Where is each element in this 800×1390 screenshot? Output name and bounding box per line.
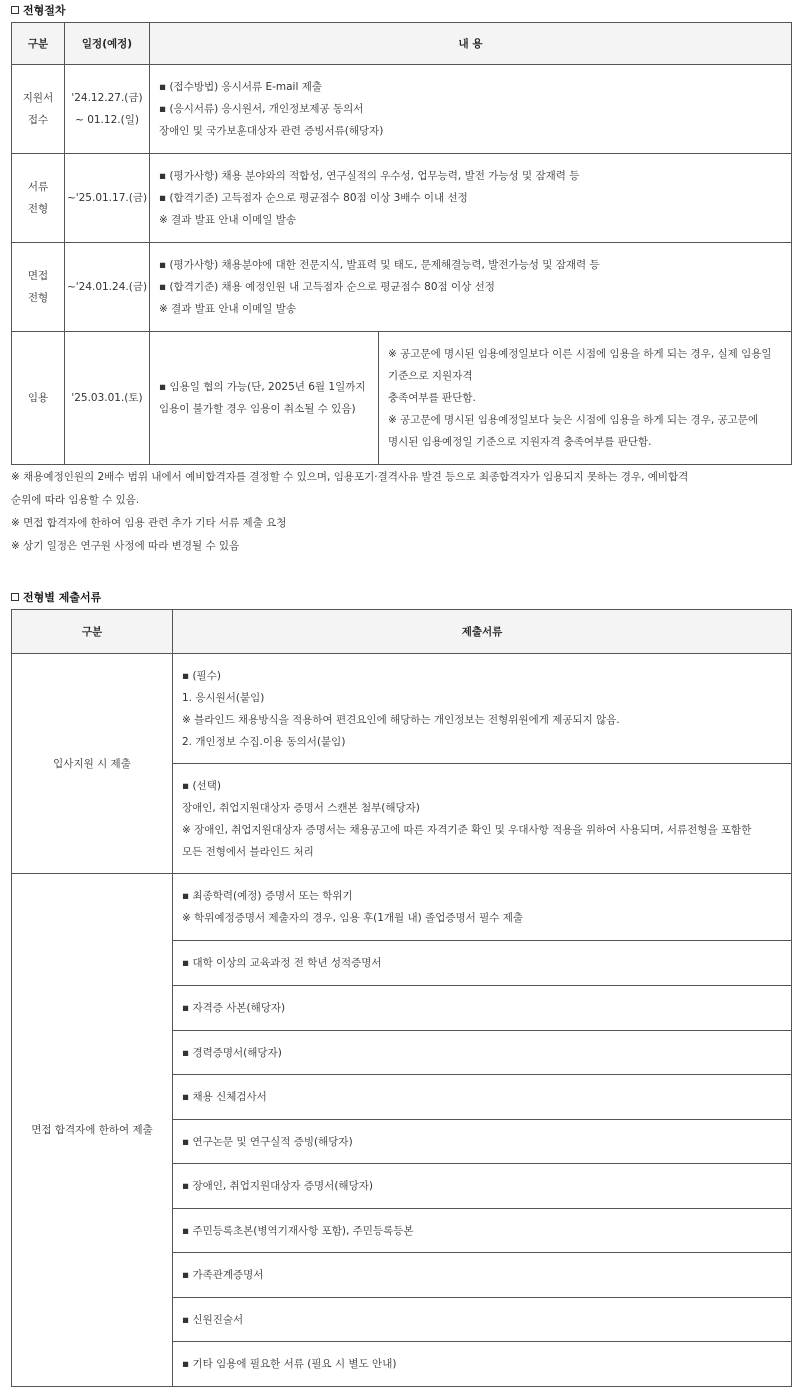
- procedure-table: [11, 22, 792, 465]
- procedure-row-hire: [12, 332, 792, 465]
- interview-category-cell: 면접 합격자에 한하여 제출: [12, 874, 173, 1387]
- content-cell: ▪ (평가사항) 채용 분야와의 적합성, 연구실적의 우수성, 업무능력, 발전 가능성 및 잠재력 등 ▪ (합격기준) 고득점자 순으로 평균점수 80점 이상 3배수 이내 선정 ※ 결과 발표 안내 이메일 발송: [150, 154, 792, 243]
- interview-doc-cell: ▪ 신원진술서: [173, 1298, 792, 1342]
- content-cell: ▪ (평가사항) 채용분야에 대한 전문지식, 발표력 및 태도, 문제해결능력, 발전가능성 및 잠재력 등 ▪ (합격기준) 채용 예정인원 내 고득점자 순으로 평균점수 80점 이상 선정 ※ 결과 발표 안내 이메일 발송: [150, 243, 792, 332]
- apply-required-row: [12, 654, 792, 764]
- procedure-row-document: [12, 154, 792, 243]
- apply-category-cell: 입사지원 시 제출: [12, 654, 173, 874]
- header-stage: 구분: [12, 23, 65, 65]
- schedule-cell: '25.03.01.(토): [65, 332, 150, 465]
- interview-doc-cell: ▪ 경력증명서(해당자): [173, 1031, 792, 1075]
- documents-header-row: [12, 610, 792, 654]
- schedule-cell: ~'25.01.17.(금): [65, 154, 150, 243]
- procedure-row-apply: [12, 65, 792, 154]
- content-cell-right: ※ 공고문에 명시된 임용예정일보다 이른 시점에 임용을 하게 되는 경우, 실제 임용일 기준으로 지원자격 충족여부를 판단함. ※ 공고문에 명시된 임용예정일보다 늦은 시점에 임용을 하게 되는 경우, 공고문에 명시된 임용예정일 기준으로 지원자격 충족여부를 판단함.: [379, 332, 792, 465]
- interview-doc-cell: ▪ 자격증 사본(해당자): [173, 986, 792, 1031]
- header-schedule: 일정(예정): [65, 23, 150, 65]
- stage-cell: 서류 전형: [12, 154, 65, 243]
- section1-title: 전형절차: [11, 2, 66, 18]
- content-cell-left: ▪ 임용일 협의 가능(단, 2025년 6월 1일까지 임용이 불가할 경우 임용이 취소될 수 있음): [150, 332, 379, 465]
- header-documents: 제출서류: [173, 610, 792, 654]
- interview-doc-cell: ▪ 대학 이상의 교육과정 전 학년 성적증명서: [173, 941, 792, 986]
- documents-table: [11, 609, 792, 1387]
- checkbox-square-icon: [11, 593, 19, 601]
- header-content: 내 용: [150, 23, 792, 65]
- interview-first-row: [12, 874, 792, 941]
- section2-title: 전형별 제출서류: [11, 589, 101, 605]
- interview-doc-cell: ▪ 최종학력(예정) 증명서 또는 학위기 ※ 학위예정증명서 제출자의 경우, 임용 후(1개월 내) 졸업증명서 필수 제출: [173, 874, 792, 941]
- interview-doc-cell: ▪ 가족관계증명서: [173, 1253, 792, 1298]
- schedule-cell: ~'24.01.24.(금): [65, 243, 150, 332]
- apply-required-cell: ▪ (필수) 1. 응시원서(붙임) ※ 블라인드 채용방식을 적용하여 편견요인에 해당하는 개인정보는 전형위원에게 제공되지 않음. 2. 개인정보 수집.이용 동의서(붙임): [173, 654, 792, 764]
- stage-cell: 지원서 접수: [12, 65, 65, 154]
- interview-doc-cell: ▪ 기타 임용에 필요한 서류 (필요 시 별도 안내): [173, 1342, 792, 1387]
- stage-cell: 면접 전형: [12, 243, 65, 332]
- checkbox-square-icon: [11, 6, 19, 14]
- stage-cell: 임용: [12, 332, 65, 465]
- header-category: 구분: [12, 610, 173, 654]
- procedure-header-row: [12, 23, 792, 65]
- interview-doc-cell: ▪ 주민등록초본(병역기재사항 포함), 주민등록등본: [173, 1209, 792, 1253]
- interview-doc-cell: ▪ 장애인, 취업지원대상자 증명서(해당자): [173, 1164, 792, 1209]
- content-cell: ▪ (접수방법) 응시서류 E-mail 제출 ▪ (응시서류) 응시원서, 개인정보제공 동의서 장애인 및 국가보훈대상자 관련 증빙서류(해당자): [150, 65, 792, 154]
- interview-doc-cell: ▪ 채용 신체검사서: [173, 1075, 792, 1120]
- procedure-notes: ※ 채용예정인원의 2배수 범위 내에서 예비합격자를 결정할 수 있으며, 임용포기·결격사유 발견 등으로 최종합격자가 임용되지 못하는 경우, 예비합격 순위에 따라 임용할 수 있음. ※ 면접 합격자에 한하여 임용 관련 추가 기타 서류 제출 요청 ※ 상기 일정은 연구원 사정에 따라 변경될 수 있음: [11, 471, 689, 552]
- interview-doc-cell: ▪ 연구논문 및 연구실적 증빙(해당자): [173, 1120, 792, 1164]
- procedure-row-interview: [12, 243, 792, 332]
- apply-optional-cell: ▪ (선택) 장애인, 취업지원대상자 증명서 스캔본 첨부(해당자) ※ 장애인, 취업지원대상자 증명서는 채용공고에 따른 자격기준 확인 및 우대사항 적용을 위하여 사용되며, 서류전형을 포함한 모든 전형에서 블라인드 처리: [173, 764, 792, 874]
- schedule-cell: '24.12.27.(금) ~ 01.12.(일): [65, 65, 150, 154]
